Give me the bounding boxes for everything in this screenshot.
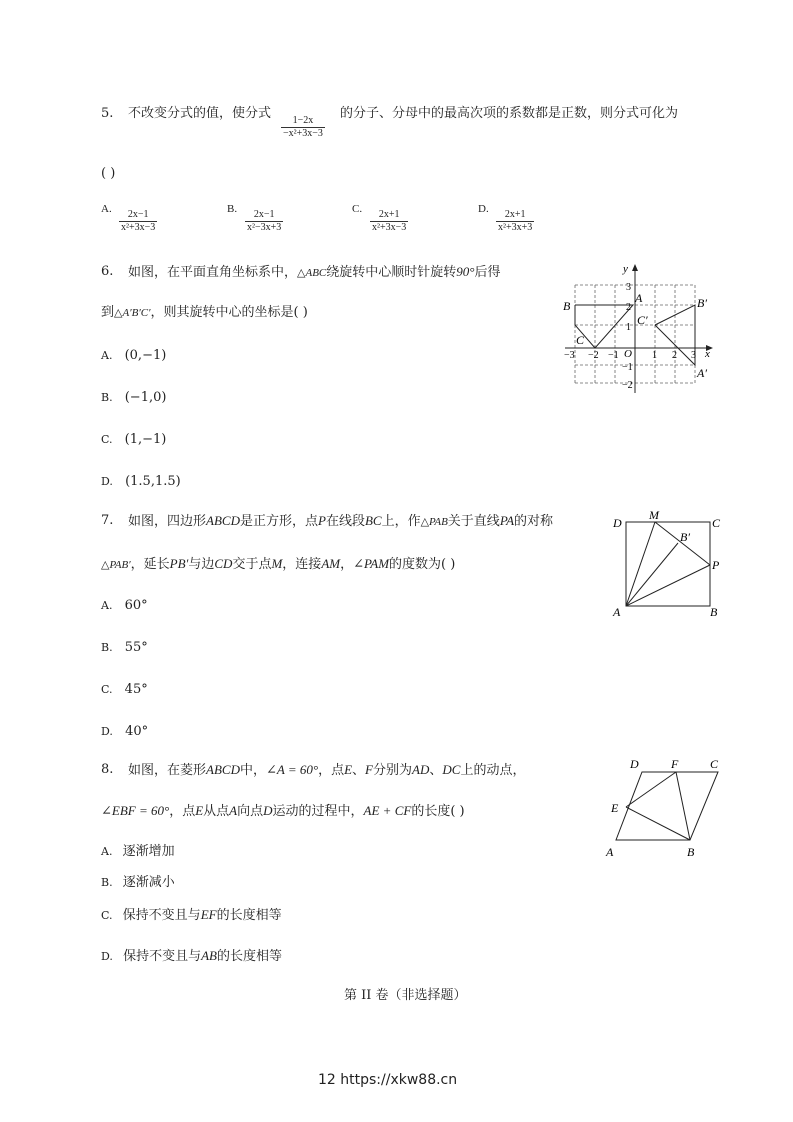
q7-text: ，连接 [282,557,322,572]
x-tick: −2 [588,350,599,361]
q8-option-a[interactable] [101,844,175,860]
point-a: A [635,291,643,305]
q7-text: 如图，四边形 [128,514,207,529]
option-fraction [245,209,283,234]
x-tick: 3 [691,350,696,361]
q7-math: M [271,556,283,571]
q8-math: ∠EBF = 60° [101,803,170,818]
q5-stem-a: 不改变分式的值，使分式 [128,106,272,121]
q7-math: CD [214,556,233,571]
q5-option-d[interactable] [478,203,533,233]
q6-text: ，则其旋转中心的坐标是( ) [150,305,308,320]
x-tick: −1 [608,350,619,361]
option-math: EF [200,907,217,922]
option-label: B. [101,641,113,654]
option-text: 逐渐减小 [122,875,175,890]
q6-text: 绕旋转中心顺时针旋转 [326,265,457,280]
q7-text: 上，作 [381,514,421,529]
q8-text: 的长度( ) [411,804,465,819]
option-text: (1.5,1.5) [125,474,181,489]
option-text: 40° [125,724,149,739]
frac-num: 2x+1 [496,209,534,222]
frac-num: 2x+1 [370,209,408,222]
q8-text: 分别为 [373,763,413,778]
q6-text: 后得 [474,265,501,280]
q7-text: 与边 [188,557,215,572]
option-label: B. [101,876,113,889]
y-axis-label: y [623,263,628,275]
q6-text: 如图，在平面直角坐标系中， [128,265,298,280]
point-b-prime: B′ [697,296,707,310]
point-b: B [687,845,695,859]
q8-math: DC [442,762,461,777]
option-text: (−1,0) [124,390,167,405]
option-label: C. [352,203,363,215]
point-b: B [710,605,718,619]
x-tick: 2 [672,350,677,361]
q7-math: P [317,513,326,528]
q7-option-a[interactable] [101,598,148,614]
option-fraction [370,209,408,234]
q7-text: 是正方形，点 [239,514,318,529]
option-label: D. [478,203,489,215]
q8-math: F [365,762,373,777]
q7-text: 的度数为( ) [389,557,456,572]
x-axis-label: x [705,348,710,360]
q6-option-b[interactable] [101,390,166,406]
option-text: 保持不变且与 [122,908,201,923]
point-d: D [613,516,622,530]
q8-line1 [128,762,525,779]
point-c-prime: C′ [637,313,648,327]
q7-line2 [101,556,455,573]
q8-number: 8. [101,762,114,777]
q7-math: PA [499,513,515,528]
option-text: 的长度相等 [216,908,282,923]
q8-math: AE + CF [363,803,412,818]
q5-frac-den: −x²+3x−3 [283,128,323,139]
q7-text: 在线段 [325,514,365,529]
q8-math: ∠A = 60° [265,762,319,777]
q6-coordinate-figure [560,258,730,398]
q8-math: E [195,803,204,818]
q5-stem-b: 的分子、分母中的最高次项的系数都是正数，则分式可化为 [340,106,679,121]
option-label: D. [101,725,113,738]
point-p: P [712,558,720,572]
q7-math: △PAB′ [101,559,131,571]
x-tick: 1 [652,350,657,361]
y-tick: 3 [626,282,631,293]
q5-option-b[interactable] [227,203,282,233]
q8-text: 运动的过程中， [272,804,364,819]
q8-math: A [229,803,238,818]
y-tick: 1 [626,322,631,333]
point-a-prime: A′ [697,366,707,380]
q6-text: 到 [101,305,115,320]
q5-number: 5. [101,106,114,121]
q8-text: 、 [429,763,443,778]
q8-option-d[interactable] [101,948,282,965]
frac-den: x²+3x−3 [372,222,407,233]
option-text: 的长度相等 [216,949,282,964]
option-text: 保持不变且与 [123,949,202,964]
q6-triangle-image: △A′B′C′ [114,307,151,319]
point-c: C [710,757,719,771]
point-f: F [671,757,679,771]
q7-math: PB′ [169,556,189,571]
q7-text: ， [340,557,354,572]
q7-option-c[interactable] [101,682,148,698]
option-label: A. [101,599,113,612]
q7-number: 7. [101,513,114,528]
q7-line1 [128,513,553,530]
option-label: A. [101,203,112,215]
q7-option-b[interactable] [101,640,148,656]
q6-option-c[interactable] [101,432,166,448]
option-label: D. [101,950,113,963]
q8-math: D [263,803,273,818]
section-title: 第 II 卷（非选择题） [344,988,467,1003]
option-fraction [119,209,157,234]
option-math: AB [201,948,217,963]
q8-text: 、 [352,763,366,778]
q7-text: 交于点 [232,557,272,572]
q8-text: ，点 [169,804,196,819]
origin-label: O [624,348,632,360]
q7-text: 的对称 [514,514,554,529]
point-d: D [630,757,639,771]
q8-line2 [101,803,465,820]
q6-angle: 90° [456,264,475,279]
option-label: C. [101,433,113,446]
option-text: 45° [124,682,148,697]
y-tick: −2 [622,380,633,391]
q8-math: ABCD [206,762,240,777]
q8-text: 从点 [203,804,230,819]
q7-option-d[interactable] [101,724,148,740]
q6-option-a[interactable] [101,348,166,364]
frac-num: 2x−1 [119,209,157,222]
option-label: A. [101,349,113,362]
q8-math: AD [412,762,430,777]
point-a: A [606,845,614,859]
q8-text: 向点 [237,804,264,819]
q6-option-d[interactable] [101,474,181,490]
q7-math: BC [364,513,382,528]
point-c: C [712,516,721,530]
q8-math: E [344,762,353,777]
x-tick: −3 [564,350,575,361]
point-m: M [649,508,659,522]
q7-math: ∠PAM [353,556,390,571]
option-text: 60° [124,598,148,613]
q8-text: 如图，在菱形 [128,763,207,778]
option-label: C. [101,909,113,922]
frac-den: x²+3x−3 [121,222,156,233]
point-b: B [563,299,571,313]
q7-math: △PAB [420,516,448,528]
q7-text: 关于直线 [447,514,500,529]
point-e: E [611,801,619,815]
option-text: 逐渐增加 [122,844,175,859]
q8-text: 中， [239,763,266,778]
q5-answer-paren: ( ) [101,166,116,181]
q5-option-c[interactable] [352,203,407,233]
q8-option-c[interactable] [101,907,282,924]
q8-rhombus-figure [600,752,730,862]
frac-den: x²+3x+3 [498,222,533,233]
option-fraction [496,209,534,234]
q8-text: 上的动点， [460,763,526,778]
q7-text: ，延长 [130,557,170,572]
option-text: (0,−1) [124,348,167,363]
option-text: (1,−1) [124,432,167,447]
q7-square-figure [608,508,728,620]
point-c: C [576,333,585,347]
option-label: D. [101,475,113,488]
frac-num: 2x−1 [245,209,283,222]
q6-triangle-abc: △ABC [297,267,327,279]
option-label: B. [227,203,238,215]
option-label: B. [101,391,113,404]
q8-text: ，点 [318,763,345,778]
y-tick: 2 [626,302,631,313]
option-label: A. [101,845,113,858]
y-tick: −1 [622,362,633,373]
q6-line1 [128,264,501,281]
point-a: A [613,605,621,619]
q7-math: ABCD [206,513,240,528]
q8-option-b[interactable] [101,875,175,891]
q5-frac-num: 1−2x [281,115,325,128]
page-footer: 12 https://xkw88.cn [318,1072,458,1088]
option-label: C. [101,683,113,696]
q7-math: AM [321,556,341,571]
frac-den: x²−3x+3 [247,222,282,233]
q5-option-a[interactable] [101,203,156,233]
q6-number: 6. [101,264,114,279]
option-text: 55° [124,640,148,655]
q6-line2 [101,305,308,321]
point-b-prime: B′ [680,530,690,544]
q5-fraction [281,115,325,140]
